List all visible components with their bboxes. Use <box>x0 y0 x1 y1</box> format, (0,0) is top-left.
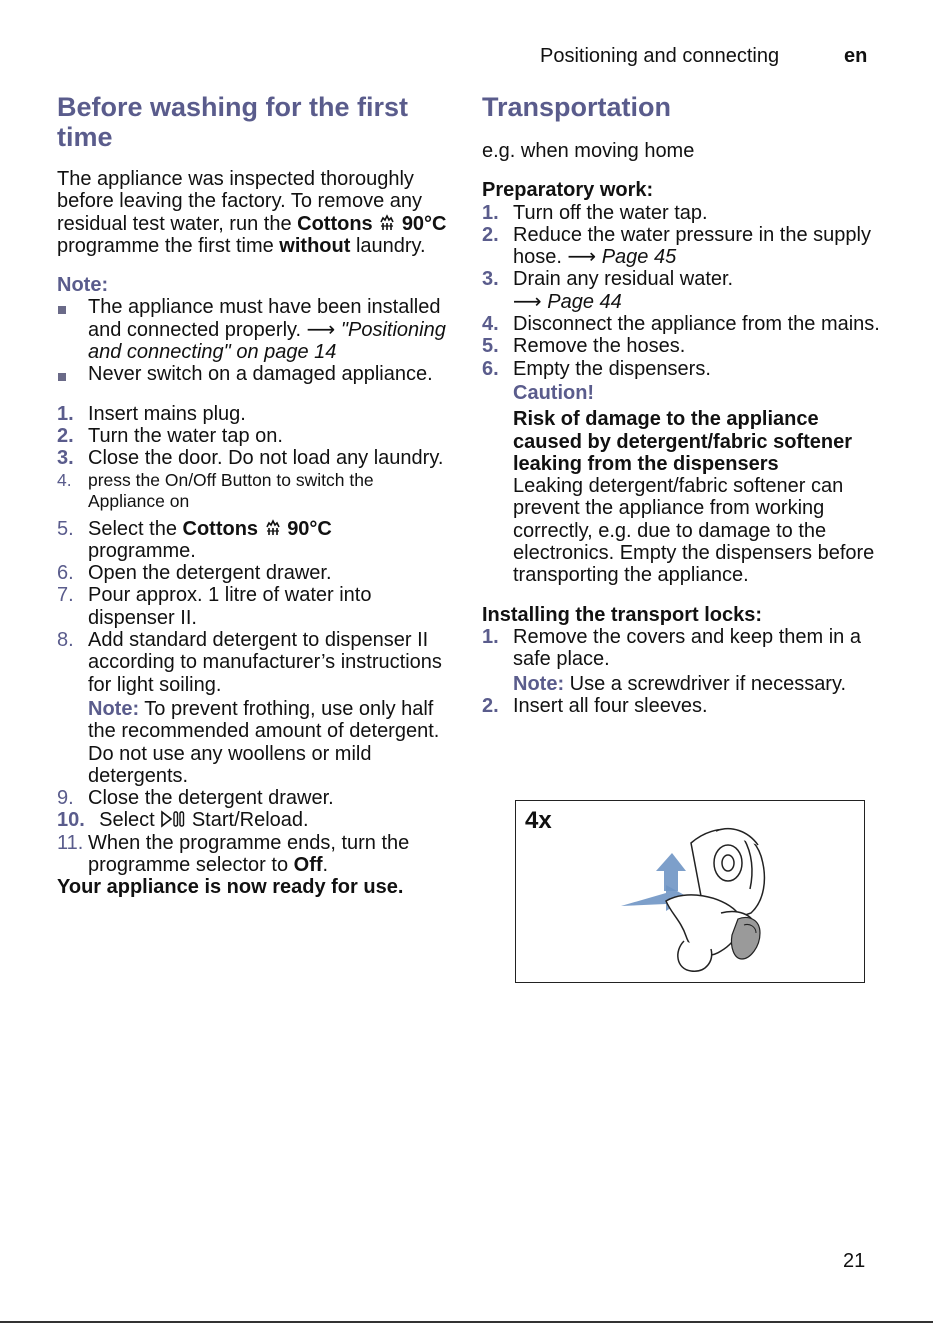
right-column <box>482 92 882 717</box>
list-item: 1. Remove the covers and keep them in a safe place. Note: Use a screwdriver if necessary. <box>482 625 861 695</box>
list-item: 2. Insert all four sleeves. <box>482 694 708 717</box>
list-item: 6. Open the detergent drawer. <box>57 562 332 585</box>
cottons-programme-icon <box>264 518 288 540</box>
list-item: 4. press the On/Off Button to switch the Appliance on <box>57 469 374 511</box>
preparatory-steps <box>482 202 882 587</box>
running-header-section: Positioning and connecting <box>540 45 780 67</box>
note-label: Note: <box>513 672 565 695</box>
list-item: 5. Select the Cottons 90°C programme. <box>57 517 332 562</box>
up-arrow-icon <box>656 853 686 891</box>
transport-lock-steps <box>482 626 882 717</box>
cottons-programme-icon <box>378 213 402 235</box>
start-reload-icon <box>160 809 192 831</box>
caution-body: Leaking detergent/fabric softener can prevent the appliance from working correctly, e.g. due to damage to the electronics. Empty the dispensers before transporting the appliance. <box>513 475 875 587</box>
arrow-icon: ⟶ <box>306 318 336 341</box>
list-item: The appliance must have been installed and connected properly. ⟶ "Positioning and connecting" on page 14 <box>57 296 447 363</box>
preparatory-work-heading: Preparatory work: <box>482 179 654 202</box>
list-item: 4. Disconnect the appliance from the mains. <box>482 313 880 336</box>
bottom-rule <box>0 1321 933 1323</box>
transport-locks-heading: Installing the transport locks: <box>482 603 763 626</box>
list-item: Never switch on a damaged appliance. <box>57 363 447 385</box>
caution-box <box>513 382 882 587</box>
transport-subtitle: e.g. when moving home <box>482 140 695 162</box>
intro-paragraph: The appliance was inspected thoroughly before leaving the factory. To remove any residual test water, run the Cottons 90°C programme the first time without laundry. <box>57 168 447 257</box>
cross-reference: Page 45 <box>601 246 677 269</box>
arrow-icon: ⟶ <box>567 246 597 269</box>
list-item: 10. Select Start/Reload. <box>57 809 309 832</box>
figure-quantity-label: 4x <box>525 807 552 834</box>
note-label: Note: <box>88 697 140 720</box>
list-item: 3. Drain any residual water. ⟶ Page 44 <box>482 268 734 313</box>
list-item: 3. Close the door. Do not load any laundry. <box>57 447 444 470</box>
list-item: 1. Turn off the water tap. <box>482 201 708 224</box>
list-item: 1. Insert mains plug. <box>57 402 246 425</box>
left-column <box>57 92 447 899</box>
section-title-transportation: Transportation <box>482 92 672 122</box>
ready-statement: Your appliance is now ready for use. <box>57 876 404 899</box>
list-item: 2. Turn the water tap on. <box>57 424 283 447</box>
list-item: 8. Add standard detergent to dispenser II according to manufacturer’s instructions for light soiling. Note: To prevent frothing, use only half the recommended amount of detergent. Do not use any woollens or mild detergents. <box>57 629 442 787</box>
cross-reference: "Positioning and connecting" on page 14 <box>88 318 446 364</box>
list-item: 9. Close the detergent drawer. <box>57 787 334 810</box>
caution-risk: Risk of damage to the appliance caused by detergent/fabric softener leaking from the dispensers <box>513 408 852 475</box>
list-item: 5. Remove the hoses. <box>482 335 686 358</box>
caution-label: Caution! <box>513 381 595 404</box>
transport-sleeve-figure <box>515 800 865 983</box>
note-list <box>57 296 447 385</box>
list-item: 11. When the programme ends, turn the programme selector to Off. <box>57 831 410 877</box>
page-number: 21 <box>843 1250 866 1272</box>
transport-sleeve-illustration <box>516 801 866 984</box>
list-item: 7. Pour approx. 1 litre of water into dispenser II. <box>57 584 372 629</box>
note-label: Note: <box>57 274 109 297</box>
cross-reference: Page 44 <box>547 290 622 313</box>
list-item: 6. Empty the dispensers. Caution! Risk of damage to the appliance caused by detergent/fabric softener leaking from the dispensers Leaking detergent/fabric softener can prevent the appliance from working correctly, e.g. due to damage to the electronics. Empty the dispensers before transporting the appliance. <box>482 358 882 587</box>
running-header-language: en <box>844 45 868 67</box>
list-item: 2. Reduce the water pressure in the supply hose. ⟶ Page 45 <box>482 223 871 269</box>
section-title-first-wash: Before washing for the first time <box>57 92 409 152</box>
first-wash-steps <box>57 403 447 877</box>
arrow-icon: ⟶ <box>513 290 542 313</box>
